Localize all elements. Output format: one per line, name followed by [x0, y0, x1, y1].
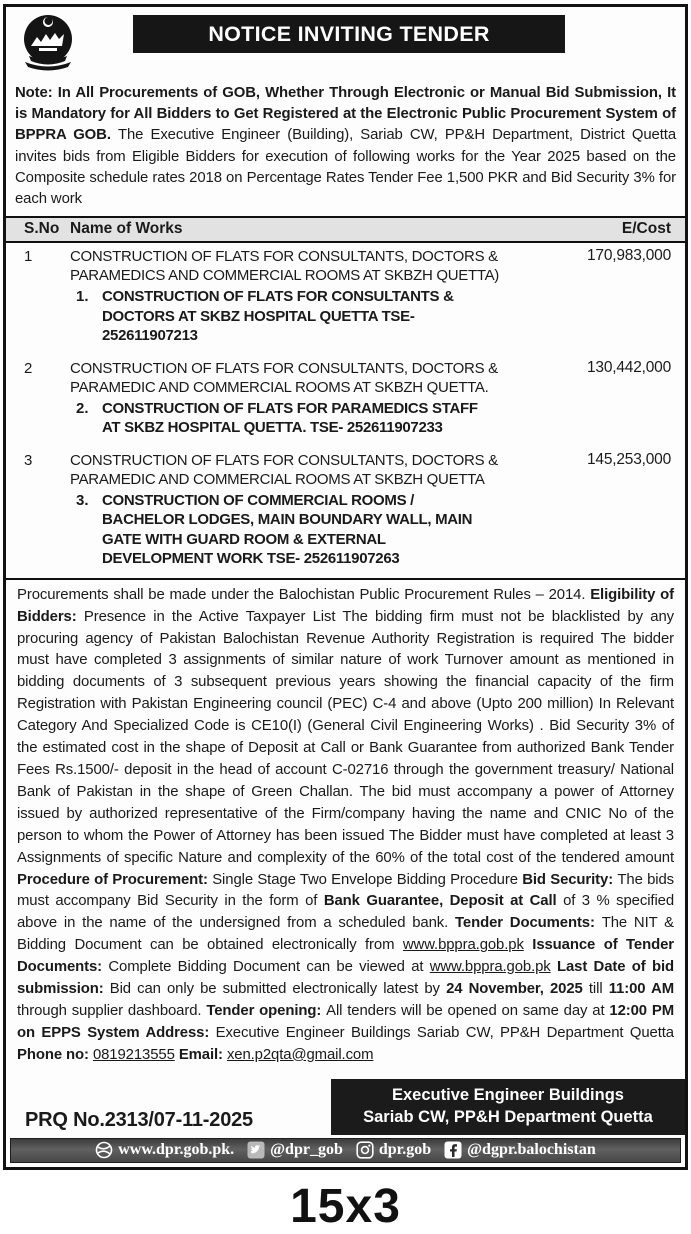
social-media-bar [10, 1138, 681, 1163]
work-description: CONSTRUCTION OF FLATS FOR CONSULTANTS, DOCTORS & PARAMEDIC AND COMMERCIAL ROOMS AT SKBZH QUETTA. [70, 359, 498, 396]
work-subitem-description: CONSTRUCTION OF FLATS FOR CONSULTANTS & DOCTORS AT SKBZ HOSPITAL QUETTA TSE- 252611907213 [102, 288, 454, 345]
notice-title: NOTICE INVITING TENDER [208, 21, 490, 46]
facebook-item [444, 1141, 596, 1159]
works-table [6, 216, 685, 578]
column-header-name-of-works: Name of Works [70, 220, 183, 238]
balochistan-emblem-icon [15, 12, 81, 76]
work-description: CONSTRUCTION OF FLATS FOR CONSULTANTS, DOCTORS & PARAMEDICS AND COMMERCIAL ROOMS AT SKBZH QUETTA) [70, 248, 499, 285]
link[interactable]: www.bppra.gob.pk [402, 937, 524, 954]
link[interactable]: xen.p2qta@gmail.com [226, 1046, 374, 1063]
website-item [95, 1141, 234, 1159]
work-description: CONSTRUCTION OF FLATS FOR CONSULTANTS, DOCTORS & PARAMEDIC AND COMMERCIAL ROOMS AT SKBZH QUETTA [70, 451, 498, 488]
facebook-handle[interactable]: @dgpr.balochistan [467, 1141, 596, 1159]
notice-title-bar [133, 15, 565, 53]
prq-number: PRQ No.2313/07-11-2025 [25, 1108, 253, 1131]
ad-size-label: 15x3 [290, 1179, 401, 1233]
notice-footer [15, 1077, 685, 1135]
work-subitem-description: CONSTRUCTION OF COMMERCIAL ROOMS / BACHELOR LODGES, MAIN BOUNDARY WALL, MAIN GATE WITH GUARD ROOM & EXTERNAL DEVELOPMENT WORK TSE- 252611907263 [102, 491, 473, 568]
globe-icon [95, 1141, 113, 1159]
work-estimated-cost: 130,442,000 [587, 358, 671, 376]
work-subitem-number: 3. [76, 491, 89, 509]
website-link[interactable]: www.dpr.gob.pk. [118, 1141, 235, 1159]
column-header-sno: S.No [24, 220, 60, 238]
signature-box [331, 1079, 685, 1135]
works-table-header [6, 216, 685, 243]
instagram-item [356, 1141, 431, 1159]
link[interactable]: www.bppra.gob.pk [429, 959, 551, 976]
signature-office-line1: Executive Engineer Buildings [392, 1085, 624, 1104]
work-serial-number: 2 [24, 359, 33, 377]
signature-office-line2: Sariab CW, PP&H Department Quetta [363, 1107, 653, 1126]
twitter-handle[interactable]: @dpr_gob [270, 1141, 343, 1159]
notice-header [15, 12, 676, 76]
work-subitem-description: CONSTRUCTION OF FLATS FOR PARAMEDICS STAFF AT SKBZ HOSPITAL QUETTA. TSE- 252611907233 [102, 399, 478, 437]
work-serial-number: 1 [24, 248, 33, 266]
facebook-icon [444, 1141, 462, 1159]
instagram-handle[interactable]: dpr.gob [378, 1141, 432, 1159]
work-estimated-cost: 170,983,000 [587, 247, 671, 265]
work-row-2 [6, 355, 685, 447]
twitter-icon [247, 1141, 265, 1159]
column-header-ecost: E/Cost [621, 220, 671, 238]
work-estimated-cost: 145,253,000 [587, 450, 671, 468]
instagram-icon [356, 1141, 374, 1159]
work-serial-number: 3 [24, 451, 33, 469]
note-paragraph: Note: In All Procurements of GOB, Whether Through Electronic or Manual Bid Submission, It is Mandatory for All Bidders to Get Registered at the Electronic Public Procurement System of BPPRA GOB. The Executive Engineer (Building), Sariab CW, PP&H Department, District Quetta invites bids from Eligible Bidders for execution of following works for the Year 2025 based on the Composite schedule rates 2018 on Percentage Rates Tender Fee 1,500 PKR and Bid Security 3% for each work [15, 85, 676, 208]
twitter-item [247, 1141, 343, 1159]
link[interactable]: 0819213555 [92, 1046, 175, 1063]
work-subitem-number: 1. [76, 288, 89, 306]
tender-notice-document [3, 4, 688, 1170]
work-row-3 [6, 447, 685, 578]
procurement-details-paragraph: Procurements shall be made under the Balochistan Public Procurement Rules – 2014. Eligibility of Bidders: Presence in the Active Taxpayer List The bidding firm must not be blacklisted by any procuring agency of Pakistan Balochistan Revenue Authority Registration is required The bidder must have completed 3 assignments of similar nature of work Turnover amount as mentioned in bidding documents of 3 subsequent previous years showing the financial capacity of the firm Registration with Pakistan Engineering council (PEC) C-4 and above (Upto 200 million) In Relevant Category And Specialized Code is CE10(I) (General Civil Engineering Works) . Bid Security 3% of the estimated cost in the shape of Deposit at Call or Bank Guarantee from authorized Bank Tender Fees Rs.1500/- deposit in the head of account C-02716 through the government treasury/ National Bank of Pakistan in the shape of Green Challan. The bid must accompany a power of Attorney issued by authorized representative of the Firm/company having the name and CNIC No of the person to whom the Power of Attorney has been issued The Bidder must have completed at least 3 Assignments of specific Nature and complexity of the 60% of the total cost of the tendered amount Procedure of Procurement: Single Stage Two Envelope Bidding Procedure Bid Security: The bids must accompany Bid Security in the form of Bank Guarantee, Deposit at Call of 3 % specified above in the name of the undersigned from a scheduled bank. Tender Documents: The NIT & Bidding Document can be obtained electronically from www.bppra.gob.pk Issuance of Tender Documents: Complete Bidding Document can be viewed at www.bppra.gob.pk Last Date of bid submission: Bid can only be submitted electronically latest by 24 November, 2025 till 11:00 AM through supplier dashboard. Tender opening: All tenders will be opened on same day at 12:00 PM on EPPS System Address: Executive Engineer Buildings Sariab CW, PP&H Department Quetta Phone no: 0819213555 Email: xen.p2qta@gmail.com [6, 578, 685, 1074]
work-row-1 [6, 243, 685, 355]
work-subitem-number: 2. [76, 399, 89, 417]
